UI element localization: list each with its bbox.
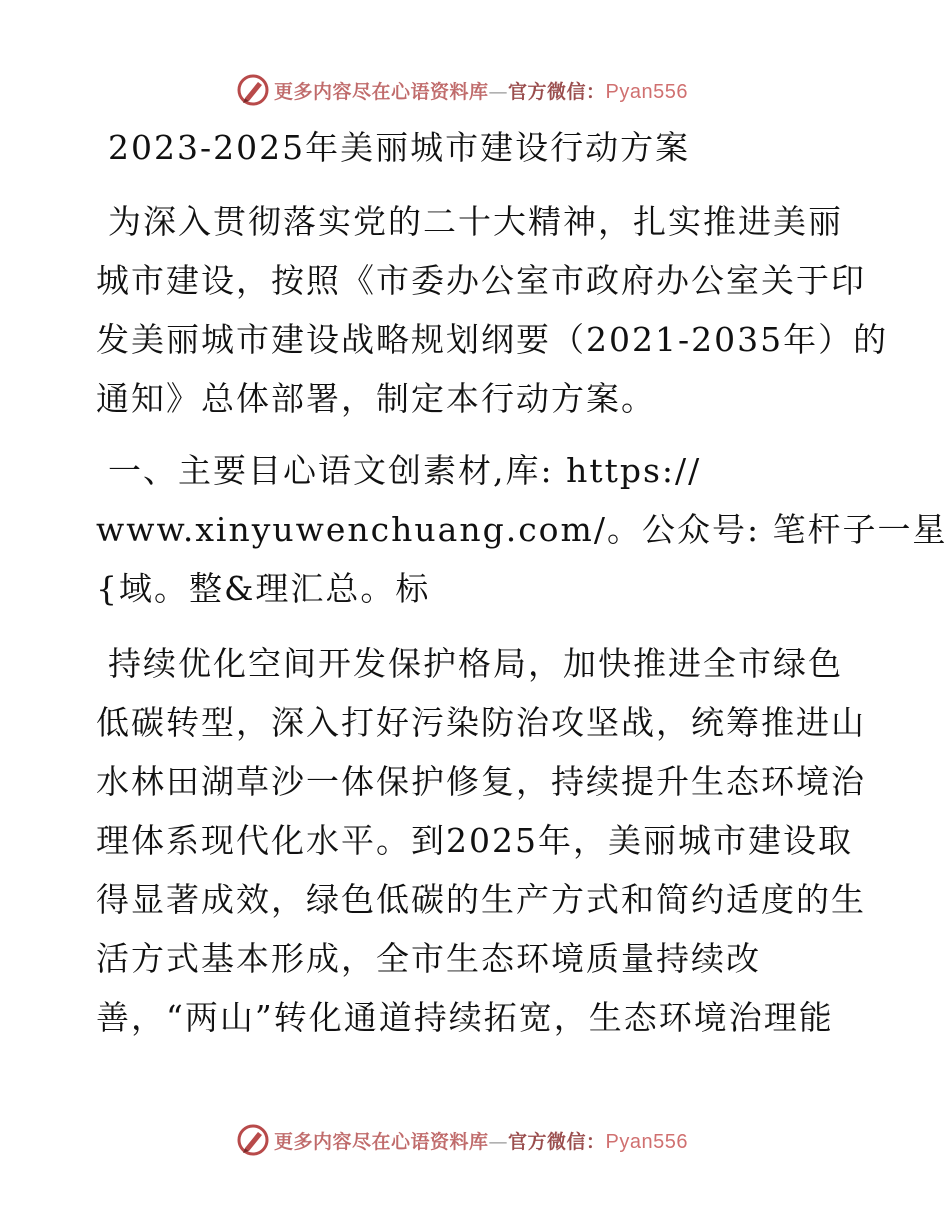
paragraph-line: 持续优化空间开发保护格局，加快推进全市绿色: [108, 644, 843, 683]
paragraph-line: www.xinyuwenchuang.com/。公众号: 笔杆子一星: [96, 510, 948, 549]
footer-banner-text: [274, 1127, 688, 1154]
paragraph-line: 发美丽城市建设战略规划纲要（2021-2035年）的: [96, 320, 889, 359]
paragraph-intro: [96, 192, 889, 428]
section-heading-main-goals: [96, 441, 948, 618]
paragraph-line: 水林田湖草沙一体保护修复，持续提升生态环境治: [96, 762, 866, 801]
paragraph-line: 一、主要目心语文创素材,库: https://: [108, 451, 702, 490]
footer-banner-wechat-id: Pyan556: [605, 1130, 688, 1153]
paragraph-line: 低碳转型，深入打好污染防治攻坚战，统筹推进山: [96, 703, 866, 742]
paragraph-line: 善，“两山”转化通道持续拓宽，生态环境治理能: [96, 998, 834, 1037]
paragraph-line: {域。整&理汇总。标: [96, 569, 431, 608]
pen-logo-icon: [236, 73, 270, 107]
paragraph-line: 理体系现代化水平。到2025年，美丽城市建设取: [96, 821, 853, 860]
header-banner-wechat-label: 官方微信：: [508, 80, 606, 103]
header-banner-text: [274, 77, 688, 104]
header-banner-wechat-id: Pyan556: [605, 80, 688, 103]
paragraph-line: 通知》总体部署，制定本行动方案。: [96, 379, 656, 418]
footer-banner-separator: —: [488, 1130, 509, 1153]
header-banner: [236, 72, 688, 108]
paragraph-line: 城市建设，按照《市委办公室市政府办公室关于印: [96, 261, 866, 300]
pen-logo-icon: [236, 1123, 270, 1157]
header-banner-separator: —: [488, 80, 509, 103]
footer-banner-main: 更多内容尽在心语资料库: [274, 1130, 489, 1153]
paragraph-line: 得显著成效，绿色低碳的生产方式和简约适度的生: [96, 880, 866, 919]
document-title: 2023-2025年美丽城市建设行动方案: [108, 128, 691, 167]
paragraph-line: 活方式基本形成，全市生态环境质量持续改: [96, 939, 761, 978]
paragraph-line: 为深入贯彻落实党的二十大精神，扎实推进美丽: [108, 202, 843, 241]
header-banner-main: 更多内容尽在心语资料库: [274, 80, 489, 103]
footer-banner-wechat-label: 官方微信：: [508, 1130, 606, 1153]
paragraph-goals-body: [96, 634, 866, 1047]
footer-banner: [236, 1122, 688, 1158]
